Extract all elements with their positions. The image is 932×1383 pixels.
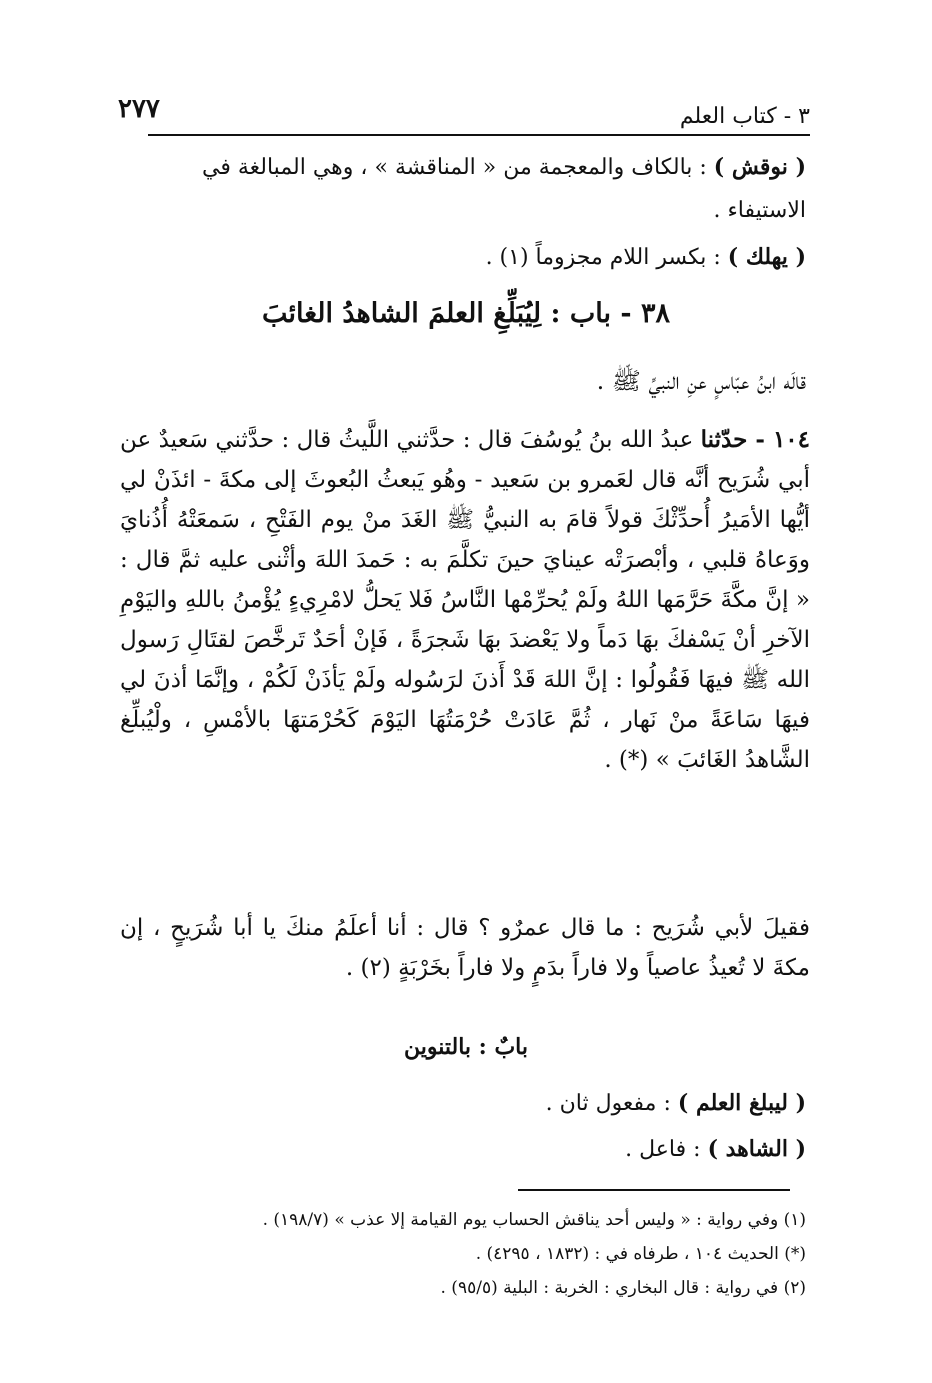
footnote-rule xyxy=(518,1189,790,1191)
chapter-heading: ٣٨ - باب : لِيُبَلِّغِ العلمَ الشاهدُ الغائبَ xyxy=(261,298,671,329)
note-text: الاستيفاء . xyxy=(713,198,806,223)
footnote: (*) الحديث ١٠٤ ، طرفاه في : (١٨٣٢ ، ٤٢٩٥) . xyxy=(475,1244,806,1264)
note-term: ( ليبلغ العلم ) xyxy=(677,1090,806,1116)
note-term: ( الشاهد ) xyxy=(707,1136,806,1162)
note-line xyxy=(625,1134,806,1165)
section-subheading: بابٌ : بالتنوين xyxy=(403,1034,529,1060)
note-line xyxy=(486,242,806,273)
hadith-body: عبدُ الله بنُ يُوسُفَ قال : حدَّثني اللَّيثُ قال : حدَّثني سَعيدٌ عن أبي شُرَيح أنَّه قال لعَمرو بن سَعيد - وهُو يَبعثُ البُعوثَ إلى مكةَ - ائذَنْ لي أيُّها الأمَيرُ أُحدِّثْكَ قولاً قامَ به النبيُّ ﷺ الغَدَ منْ يوم الفَتْحِ ، سَمعَتْهُ أُذُنايَ ووَعاهُ قلبي ، وأبْصرَتْه عينايَ حينَ تكلَّمَ به : حَمدَ اللهَ وأثْنى عليه ثمَّ قال : « إنَّ مكَّةَ حَرَّمَها اللهُ ولَمْ يُحرِّمْها النَّاسُ فَلا يَحلُّ لامْرِيءٍ يُؤْمنُ باللهِ واليَوْمِ الآخرِ أنْ يَسْفكَ بهَا دَماً ولا يَعْضدَ بهَا شَجرَةً ، فَإنْ أحَدٌ تَرخَّصَ لقتَالِ رَسول الله ﷺ فيهَا فَقُولُوا : إنَّ اللهَ قَدْ أَذنَ لرَسُوله ولَمْ يَأذَنْ لَكُمْ ، وإنَّمَا أذنَ لي فيهَا سَاعَةً منْ نَهار ، ثُمَّ عَادَتْ حُرْمَتُهَا اليَوْمَ كَحُرْمَتهَا بالأمْسِ ، ولْيُبلِّغ الشَّاهدُ الغَائبَ » (*) . xyxy=(120,427,810,773)
running-header-title: ٣ - كتاب العلم xyxy=(679,104,810,129)
hadith-text xyxy=(120,420,810,780)
note-line xyxy=(546,1088,806,1119)
note-line xyxy=(202,152,806,183)
note-term: ( نوقش ) xyxy=(713,154,806,180)
footnote: (٢) في رواية : قال البخاري : الخربة : البلية (٩٥/٥) . xyxy=(440,1278,806,1298)
chapter-intro: قالَه ابنُ عبّاسٍ عنِ النبيِّ ﷺ . xyxy=(596,367,806,395)
hadith-number: ١٠٤ - حدّثنا xyxy=(700,426,811,453)
paragraph: فقيلَ لأبي شُرَيح : ما قال عمرٌو ؟ قال : أنا أعلَمُ منكَ يا أبا شُرَيحٍ ، إن مكةَ لا تُعيذُ عاصياً ولا فاراً بدَمٍ ولا فاراً بخَرْبَةٍ (٢) . xyxy=(120,915,810,981)
note-line xyxy=(713,196,806,226)
note-text: : مفعول ثان . xyxy=(545,1091,678,1116)
footnote: (١) وفي رواية : « وليس أحد يناقش الحساب يوم القيامة إلا عذب » (١٩٨/٧) . xyxy=(262,1210,806,1230)
note-term: ( يهلك ) xyxy=(727,244,806,270)
note-text: : بكسر اللام مجزوماً (١) . xyxy=(485,245,728,270)
header-rule xyxy=(148,134,810,136)
page-number: ٢٧٧ xyxy=(118,94,160,124)
note-text: : فاعل . xyxy=(625,1137,708,1162)
note-text: : بالكاف والمعجمة من « المناقشة » ، وهي المبالغة في xyxy=(202,155,714,180)
